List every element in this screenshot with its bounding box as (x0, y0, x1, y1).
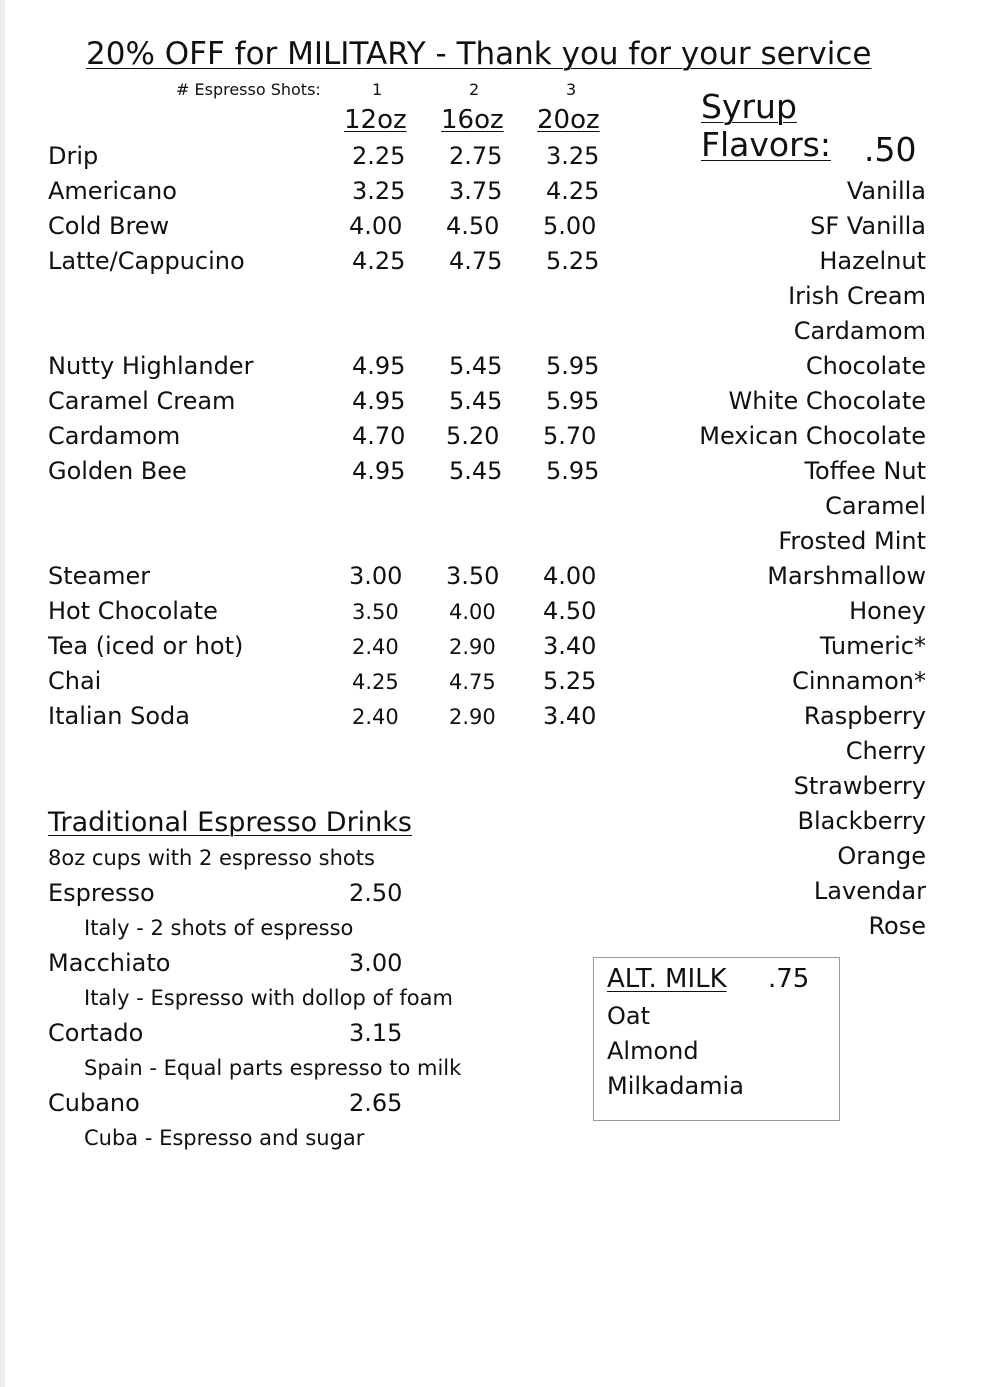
menu-item-price-16oz: 5.45 (449, 352, 503, 380)
menu-item-name: Cold Brew (48, 212, 170, 240)
traditional-drink-description: Spain - Equal parts espresso to milk (84, 1056, 462, 1080)
shots-count-16oz: 2 (469, 80, 480, 99)
traditional-drink-description: Cuba - Espresso and sugar (84, 1126, 365, 1150)
menu-item-price-20oz: 5.95 (546, 352, 600, 380)
menu-item-price-20oz: 3.40 (543, 632, 597, 660)
menu-item-price-12oz: 3.25 (352, 177, 406, 205)
menu-item-name: Italian Soda (48, 702, 190, 730)
menu-item-price-20oz: 4.50 (543, 597, 597, 625)
traditional-drink-name: Espresso (48, 879, 155, 907)
menu-item-price-20oz: 5.95 (546, 387, 600, 415)
syrup-title-line2: Flavors: (701, 125, 831, 164)
menu-item-price-12oz: 4.95 (352, 352, 406, 380)
syrup-flavor: Tumeric* (819, 632, 926, 660)
menu-item-price-16oz: 5.20 (446, 422, 500, 450)
syrup-flavor: Frosted Mint (778, 527, 926, 555)
syrup-flavor: Cherry (845, 737, 926, 765)
menu-item-price-20oz: 5.25 (543, 667, 597, 695)
shots-count-20oz: 3 (566, 80, 577, 99)
menu-item-price-20oz: 5.95 (546, 457, 600, 485)
menu-item-price-16oz: 5.45 (449, 457, 503, 485)
traditional-drink-price: 2.65 (349, 1089, 403, 1117)
menu-item-price-20oz: 5.00 (543, 212, 597, 240)
traditional-drink-description: Italy - 2 shots of espresso (84, 916, 354, 940)
syrup-flavor: Cardamom (793, 317, 926, 345)
menu-item-price-20oz: 3.25 (546, 142, 600, 170)
syrup-flavor: Strawberry (793, 772, 926, 800)
menu-item-name: Tea (iced or hot) (48, 632, 244, 660)
menu-item-price-12oz: 4.70 (352, 422, 406, 450)
alt-milk-price: .75 (768, 964, 810, 994)
syrup-flavor: Marshmallow (767, 562, 926, 590)
menu-item-name: Cardamom (48, 422, 181, 450)
menu-item-price-12oz: 2.40 (352, 635, 399, 659)
menu-item-price-20oz: 5.70 (543, 422, 597, 450)
menu-item-name: Chai (48, 667, 102, 695)
syrup-price: .50 (864, 130, 917, 169)
menu-item-price-12oz: 3.50 (352, 600, 399, 624)
menu-item-price-16oz: 5.45 (449, 387, 503, 415)
syrup-flavor: Honey (849, 597, 926, 625)
syrup-flavor: White Chocolate (728, 387, 926, 415)
menu-item-price-16oz: 4.75 (449, 670, 496, 694)
alt-milk-option: Milkadamia (607, 1072, 744, 1100)
traditional-section-subtitle: 8oz cups with 2 espresso shots (48, 846, 375, 870)
syrup-flavor: Cinnamon* (792, 667, 926, 695)
menu-item-price-12oz: 2.25 (352, 142, 406, 170)
traditional-drink-price: 3.15 (349, 1019, 403, 1047)
menu-item-price-20oz: 5.25 (546, 247, 600, 275)
traditional-drink-description: Italy - Espresso with dollop of foam (84, 986, 453, 1010)
traditional-section-title: Traditional Espresso Drinks (48, 807, 412, 838)
syrup-flavor: Irish Cream (788, 282, 926, 310)
menu-item-price-20oz: 3.40 (543, 702, 597, 730)
syrup-flavor: Raspberry (803, 702, 926, 730)
menu-item-price-12oz: 4.00 (349, 212, 403, 240)
size-header-20oz: 20oz (537, 105, 600, 135)
menu-item-price-12oz: 4.25 (352, 670, 399, 694)
menu-item-name: Steamer (48, 562, 151, 590)
menu-item-name: Latte/Cappucino (48, 247, 245, 275)
menu-item-name: Hot Chocolate (48, 597, 218, 625)
menu-item-price-16oz: 4.50 (446, 212, 500, 240)
menu-item-name: Caramel Cream (48, 387, 236, 415)
menu-item-price-20oz: 4.25 (546, 177, 600, 205)
page-edge (0, 0, 5, 1387)
syrup-flavor: Toffee Nut (804, 457, 926, 485)
menu-item-price-12oz: 2.40 (352, 705, 399, 729)
syrup-flavor: SF Vanilla (810, 212, 926, 240)
menu-item-price-20oz: 4.00 (543, 562, 597, 590)
shots-count-12oz: 1 (372, 80, 383, 99)
menu-item-price-16oz: 2.90 (449, 705, 496, 729)
syrup-flavor: Lavendar (813, 877, 926, 905)
syrup-flavor: Chocolate (805, 352, 926, 380)
syrup-flavor: Hazelnut (819, 247, 926, 275)
traditional-drink-name: Cortado (48, 1019, 144, 1047)
traditional-drink-name: Cubano (48, 1089, 140, 1117)
syrup-flavor: Caramel (825, 492, 926, 520)
syrup-flavor: Orange (837, 842, 926, 870)
menu-item-price-16oz: 2.75 (449, 142, 503, 170)
alt-milk-box (593, 957, 840, 1121)
menu-item-price-16oz: 3.75 (449, 177, 503, 205)
menu-item-name: Nutty Highlander (48, 352, 254, 380)
menu-item-price-12oz: 3.00 (349, 562, 403, 590)
menu-item-name: Golden Bee (48, 457, 187, 485)
espresso-shots-label: # Espresso Shots: (176, 80, 321, 99)
syrup-title-line1: Syrup (701, 87, 797, 126)
syrup-flavor: Mexican Chocolate (699, 422, 926, 450)
menu-item-price-16oz: 4.00 (449, 600, 496, 624)
alt-milk-title: ALT. MILK (607, 964, 727, 994)
alt-milk-option: Oat (607, 1002, 651, 1030)
size-header-12oz: 12oz (344, 105, 407, 135)
size-header-16oz: 16oz (441, 105, 504, 135)
menu-item-price-16oz: 2.90 (449, 635, 496, 659)
menu-item-name: Drip (48, 142, 99, 170)
menu-item-price-16oz: 4.75 (449, 247, 503, 275)
syrup-flavor: Rose (868, 912, 926, 940)
traditional-drink-price: 2.50 (349, 879, 403, 907)
traditional-drink-name: Macchiato (48, 949, 171, 977)
menu-item-price-16oz: 3.50 (446, 562, 500, 590)
menu-item-price-12oz: 4.25 (352, 247, 406, 275)
menu-item-price-12oz: 4.95 (352, 387, 406, 415)
syrup-flavor: Vanilla (846, 177, 926, 205)
traditional-drink-price: 3.00 (349, 949, 403, 977)
menu-item-name: Americano (48, 177, 177, 205)
menu-item-price-12oz: 4.95 (352, 457, 406, 485)
military-discount-banner: 20% OFF for MILITARY - Thank you for your service (86, 36, 872, 72)
syrup-flavor: Blackberry (797, 807, 926, 835)
alt-milk-option: Almond (607, 1037, 699, 1065)
